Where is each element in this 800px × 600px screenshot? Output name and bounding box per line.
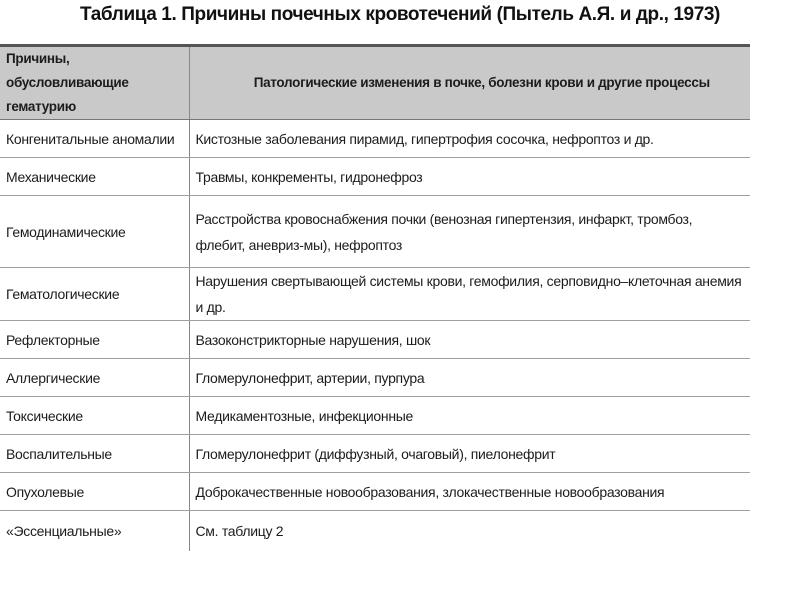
table-row (0, 120, 750, 158)
causes-table-container (0, 44, 750, 551)
change-cell: Кистозные заболевания пирамид, гипертрофия сосочка, нефроптоз и др. (189, 120, 750, 158)
table-row (0, 359, 750, 397)
change-cell: Расстройства кровоснабжения почки (венозная гипертензия, инфаркт, тромбоз, флебит, аневриз-мы), нефроптоз (189, 196, 750, 268)
table-row (0, 158, 750, 196)
table-row (0, 473, 750, 511)
table-title: Таблица 1. Причины почечных кровотечений (Пытель А.Я. и др., 1973) (80, 4, 720, 25)
change-cell: Медикаментозные, инфекционные (189, 397, 750, 435)
cause-cell: Механические (0, 158, 189, 196)
header-causes: Причины, обусловливающие гематурию (0, 47, 189, 120)
change-cell: Гломерулонефрит (диффузный, очаговый), пиелонефрит (189, 435, 750, 473)
table-row (0, 397, 750, 435)
cause-cell: Гематологические (0, 268, 189, 321)
change-cell: Доброкачественные новообразования, злокачественные новообразования (189, 473, 750, 511)
change-cell: Травмы, конкременты, гидронефроз (189, 158, 750, 196)
change-cell: Гломерулонефрит, артерии, пурпура (189, 359, 750, 397)
header-changes: Патологические изменения в почке, болезни крови и другие процессы (189, 47, 750, 120)
change-cell: См. таблицу 2 (195, 523, 284, 539)
table-row (0, 268, 750, 321)
table-row (0, 435, 750, 473)
cause-cell: Рефлекторные (0, 321, 189, 359)
table-row (0, 321, 750, 359)
table-row (0, 196, 750, 268)
table-row (0, 511, 750, 552)
change-cell: Вазоконстрикторные нарушения, шок (189, 321, 750, 359)
cause-cell: Воспалительные (0, 435, 189, 473)
table-header-row (0, 47, 750, 120)
cause-cell: Конгенитальные аномалии (0, 120, 189, 158)
cause-cell: «Эссенциальные» (0, 511, 189, 552)
cause-cell: Токсические (0, 397, 189, 435)
cause-cell: Аллергические (0, 359, 189, 397)
causes-table (0, 47, 750, 551)
cause-cell: Опухолевые (0, 473, 189, 511)
cause-cell: Гемодинамические (0, 196, 189, 268)
change-cell: Нарушения свертывающей системы крови, гемофилия, серповидно–клеточная анемия и др. (189, 268, 750, 321)
